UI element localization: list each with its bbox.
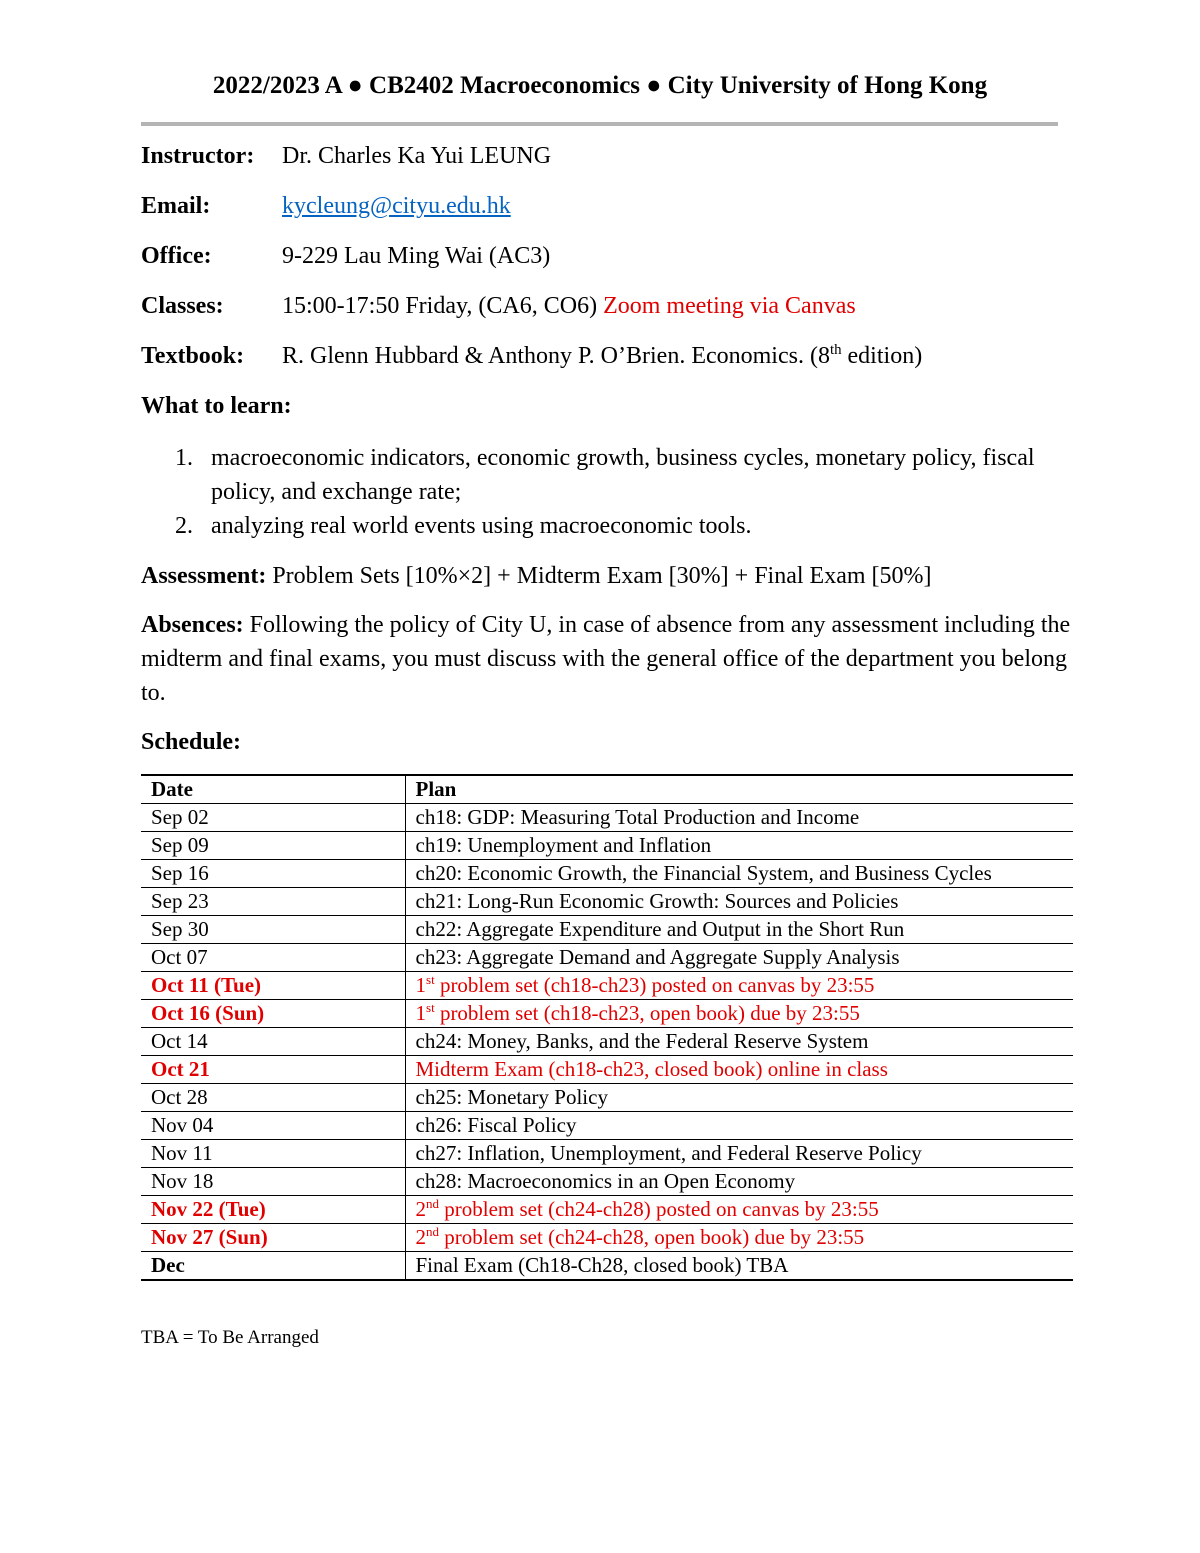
instructor-value: Dr. Charles Ka Yui LEUNG [282, 143, 552, 169]
ordinal-suffix: nd [426, 1224, 440, 1240]
column-header-plan: Plan [405, 775, 1073, 804]
row-plan [405, 1000, 1073, 1028]
assessment-label: Assessment: [141, 563, 267, 589]
row-date: Oct 16 (Sun) [141, 1000, 405, 1028]
row-plan: ch22: Aggregate Expenditure and Output in the Short Run [405, 916, 1073, 944]
column-header-date: Date [141, 775, 405, 804]
row-date: Dec [141, 1252, 405, 1281]
table-row [141, 1028, 1073, 1056]
table-row-highlight [141, 1056, 1073, 1084]
table-row-highlight [141, 1196, 1073, 1224]
row-plan [405, 1224, 1073, 1252]
row-plan: ch24: Money, Banks, and the Federal Reserve System [405, 1028, 1073, 1056]
instructor-row [141, 143, 551, 170]
row-date: Oct 21 [141, 1056, 405, 1084]
row-plan: ch25: Monetary Policy [405, 1084, 1073, 1112]
row-date: Nov 04 [141, 1112, 405, 1140]
schedule-table [141, 774, 1073, 1281]
ordinal-number: 2 [415, 1225, 426, 1249]
absences-text: Following the policy of City U, in case of absence from any assessment including the midterm and final exams, you must discuss with the general office of the department you belong to. [141, 612, 1071, 706]
row-date: Sep 16 [141, 860, 405, 888]
row-date: Nov 11 [141, 1140, 405, 1168]
row-plan: ch19: Unemployment and Inflation [405, 832, 1073, 860]
row-date: Nov 18 [141, 1168, 405, 1196]
textbook-value [282, 343, 922, 369]
row-plan: ch26: Fiscal Policy [405, 1112, 1073, 1140]
absences-paragraph [141, 608, 1071, 710]
assessment-text: Problem Sets [10%×2] + Midterm Exam [30%] + Final Exam [50%] [272, 563, 932, 589]
title-divider [141, 122, 1058, 126]
row-plan: ch23: Aggregate Demand and Aggregate Supply Analysis [405, 944, 1073, 972]
plan-text: problem set (ch24-ch28, open book) due by 23:55 [439, 1225, 865, 1249]
table-row [141, 832, 1073, 860]
table-row [141, 944, 1073, 972]
row-date: Sep 09 [141, 832, 405, 860]
page-title: 2022/2023 A ● CB2402 Macroeconomics ● City University of Hong Kong [212, 72, 988, 99]
office-row [141, 243, 550, 270]
learn-heading: What to learn: [141, 393, 292, 419]
email-label: Email: [141, 193, 211, 219]
row-plan: Midterm Exam (ch18-ch23, closed book) online in class [405, 1056, 1073, 1084]
list-number: 1. [175, 445, 193, 471]
plan-text: problem set (ch24-ch28) posted on canvas by 23:55 [439, 1197, 879, 1221]
row-date: Oct 07 [141, 944, 405, 972]
list-item [141, 509, 1041, 543]
table-row [141, 888, 1073, 916]
row-date: Sep 02 [141, 804, 405, 832]
row-plan [405, 1196, 1073, 1224]
textbook-label: Textbook: [141, 343, 245, 369]
textbook-text-end: edition) [841, 343, 923, 369]
textbook-row [141, 343, 922, 370]
list-text: analyzing real world events using macroeconomic tools. [211, 513, 752, 539]
plan-text: problem set (ch18-ch23, open book) due by 23:55 [434, 1001, 860, 1025]
table-row [141, 804, 1073, 832]
absences-label: Absences: [141, 612, 244, 638]
row-date: Nov 22 (Tue) [141, 1196, 405, 1224]
table-row [141, 916, 1073, 944]
office-value: 9-229 Lau Ming Wai (AC3) [282, 243, 551, 269]
classes-zoom-note: Zoom meeting via Canvas [603, 293, 856, 319]
schedule-heading: Schedule: [141, 729, 242, 755]
table-row [141, 1252, 1073, 1281]
ordinal-number: 1 [415, 973, 426, 997]
row-date: Oct 11 (Tue) [141, 972, 405, 1000]
table-row-highlight [141, 972, 1073, 1000]
row-date: Oct 14 [141, 1028, 405, 1056]
plan-text: problem set (ch18-ch23) posted on canvas by 23:55 [434, 973, 875, 997]
row-date: Sep 30 [141, 916, 405, 944]
instructor-label: Instructor: [141, 143, 255, 169]
table-row-highlight [141, 1224, 1073, 1252]
row-plan: ch28: Macroeconomics in an Open Economy [405, 1168, 1073, 1196]
email-row [141, 193, 511, 220]
ordinal-number: 1 [415, 1001, 426, 1025]
classes-label: Classes: [141, 293, 224, 319]
table-row-highlight [141, 1000, 1073, 1028]
footnote: TBA = To Be Arranged [141, 1327, 319, 1348]
classes-row [141, 293, 856, 320]
table-row [141, 1140, 1073, 1168]
textbook-superscript: th [829, 342, 842, 359]
email-link[interactable]: kycleung@cityu.edu.hk [282, 193, 511, 219]
ordinal-number: 2 [415, 1197, 426, 1221]
ordinal-suffix: st [426, 972, 435, 988]
table-row [141, 1084, 1073, 1112]
row-plan: ch21: Long-Run Economic Growth: Sources and Policies [405, 888, 1073, 916]
row-plan: ch18: GDP: Measuring Total Production and Income [405, 804, 1073, 832]
list-number: 2. [175, 513, 193, 539]
list-text: macroeconomic indicators, economic growth, business cycles, monetary policy, fiscal policy, and exchange rate; [211, 445, 1035, 505]
table-row [141, 1112, 1073, 1140]
row-plan: ch27: Inflation, Unemployment, and Federal Reserve Policy [405, 1140, 1073, 1168]
table-row [141, 860, 1073, 888]
ordinal-suffix: st [426, 1000, 435, 1016]
table-header-row [141, 775, 1073, 804]
ordinal-suffix: nd [426, 1196, 440, 1212]
row-date: Oct 28 [141, 1084, 405, 1112]
table-row [141, 1168, 1073, 1196]
classes-value: 15:00-17:50 Friday, (CA6, CO6) [282, 293, 598, 319]
row-date: Sep 23 [141, 888, 405, 916]
office-label: Office: [141, 243, 212, 269]
list-item [141, 441, 1041, 509]
assessment-paragraph [141, 559, 1071, 593]
row-plan: Final Exam (Ch18-Ch28, closed book) TBA [405, 1252, 1073, 1281]
row-plan: ch20: Economic Growth, the Financial System, and Business Cycles [405, 860, 1073, 888]
textbook-text-main: R. Glenn Hubbard & Anthony P. O’Brien. Economics. (8 [282, 343, 830, 369]
row-date: Nov 27 (Sun) [141, 1224, 405, 1252]
learn-list [141, 441, 1041, 543]
row-plan [405, 972, 1073, 1000]
